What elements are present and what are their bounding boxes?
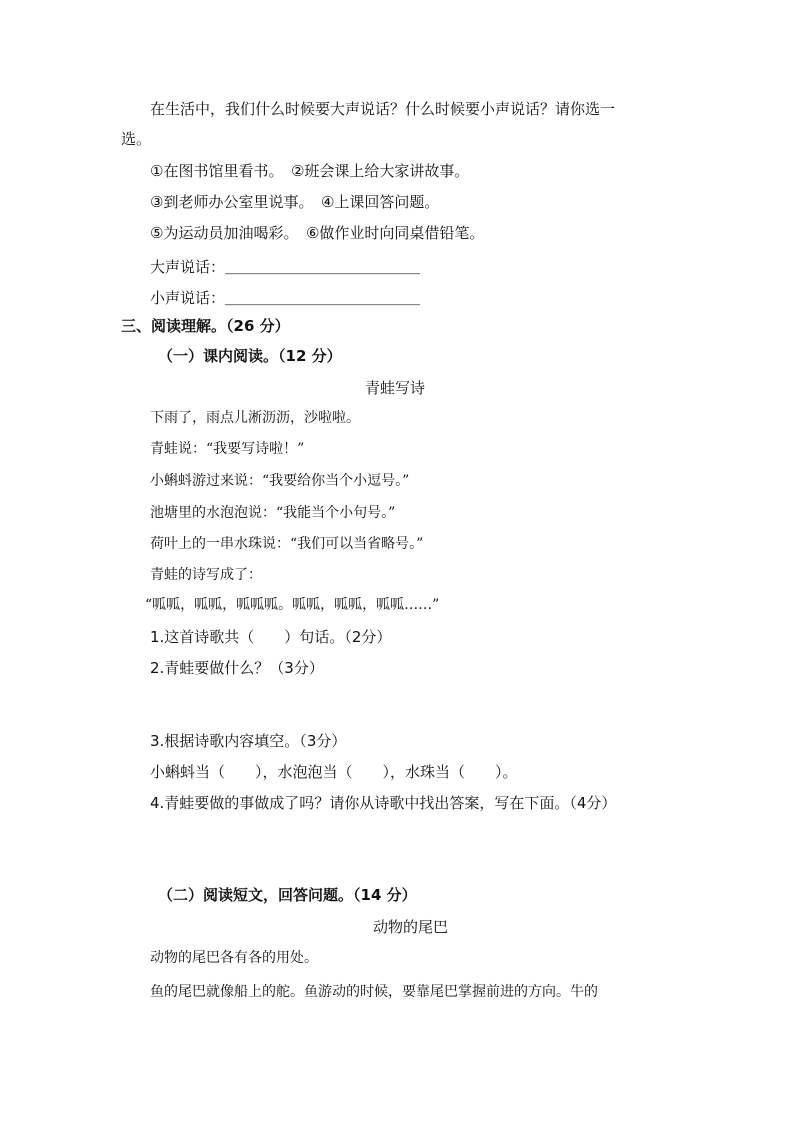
option-line-1: ①在图书馆里看书。 ②班会课上给大家讲故事。 (150, 162, 470, 180)
poem-title: 青蛙写诗 (365, 379, 426, 397)
passage-line-2: 鱼的尾巴就像船上的舵。鱼游动的时候，要靠尾巴掌握前进的方向。牛的 (150, 984, 598, 1000)
poem-line-6: 青蛙的诗写成了： (150, 567, 262, 583)
part-1-heading: （一）课内阅读。（12 分） (158, 347, 342, 365)
option-line-2: ③到老师办公室里说事。 ④上课回答问题。 (150, 193, 440, 211)
poem-line-4: 池塘里的水泡泡说：“我能当个小句号。” (150, 505, 396, 521)
poem-line-1: 下雨了，雨点儿淅沥沥，沙啦啦。 (150, 410, 360, 426)
passage-title: 动物的尾巴 (373, 918, 449, 936)
poem-line-3: 小蝌蚪游过来说：“我要给你当个小逗号。” (150, 473, 410, 489)
passage-line-1: 动物的尾巴各有各的用处。 (150, 950, 318, 966)
question-4: 4.青蛙要做的事做成了吗？请你从诗歌中找出答案，写在下面。（4分） (150, 794, 617, 812)
intro-line-2: 选。 (121, 130, 152, 148)
poem-line-2: 青蛙说：“我要写诗啦！” (150, 441, 305, 457)
option-line-3: ⑤为运动员加油喝彩。 ⑥做作业时向同桌借铅笔。 (150, 224, 485, 242)
loud-answer-blank: 大声说话：＿＿＿＿＿＿＿＿＿＿＿＿＿ (150, 258, 421, 276)
poem-line-7: “呱呱，呱呱，呱呱呱。呱呱，呱呱，呱呱……” (145, 597, 440, 613)
intro-line-1: 在生活中，我们什么时候要大声说话？什么时候要小声说话？请你选一 (150, 100, 616, 118)
quiet-answer-blank: 小声说话：＿＿＿＿＿＿＿＿＿＿＿＿＿ (150, 289, 421, 307)
question-3-fill: 小蝌蚪当（ ），水泡泡当（ ），水珠当（ ）。 (150, 763, 518, 781)
section-3-heading: 三、阅读理解。（26 分） (121, 317, 290, 335)
question-1: 1.这首诗歌共（ ）句话。（2分） (150, 628, 392, 646)
question-3: 3.根据诗歌内容填空。（3分） (150, 732, 347, 750)
question-2: 2.青蛙要做什么？（3分） (150, 659, 324, 677)
poem-line-5: 荷叶上的一串水珠说：“我们可以当省略号。” (150, 536, 424, 552)
part-2-heading: （二）阅读短文，回答问题。（14 分） (158, 886, 417, 904)
